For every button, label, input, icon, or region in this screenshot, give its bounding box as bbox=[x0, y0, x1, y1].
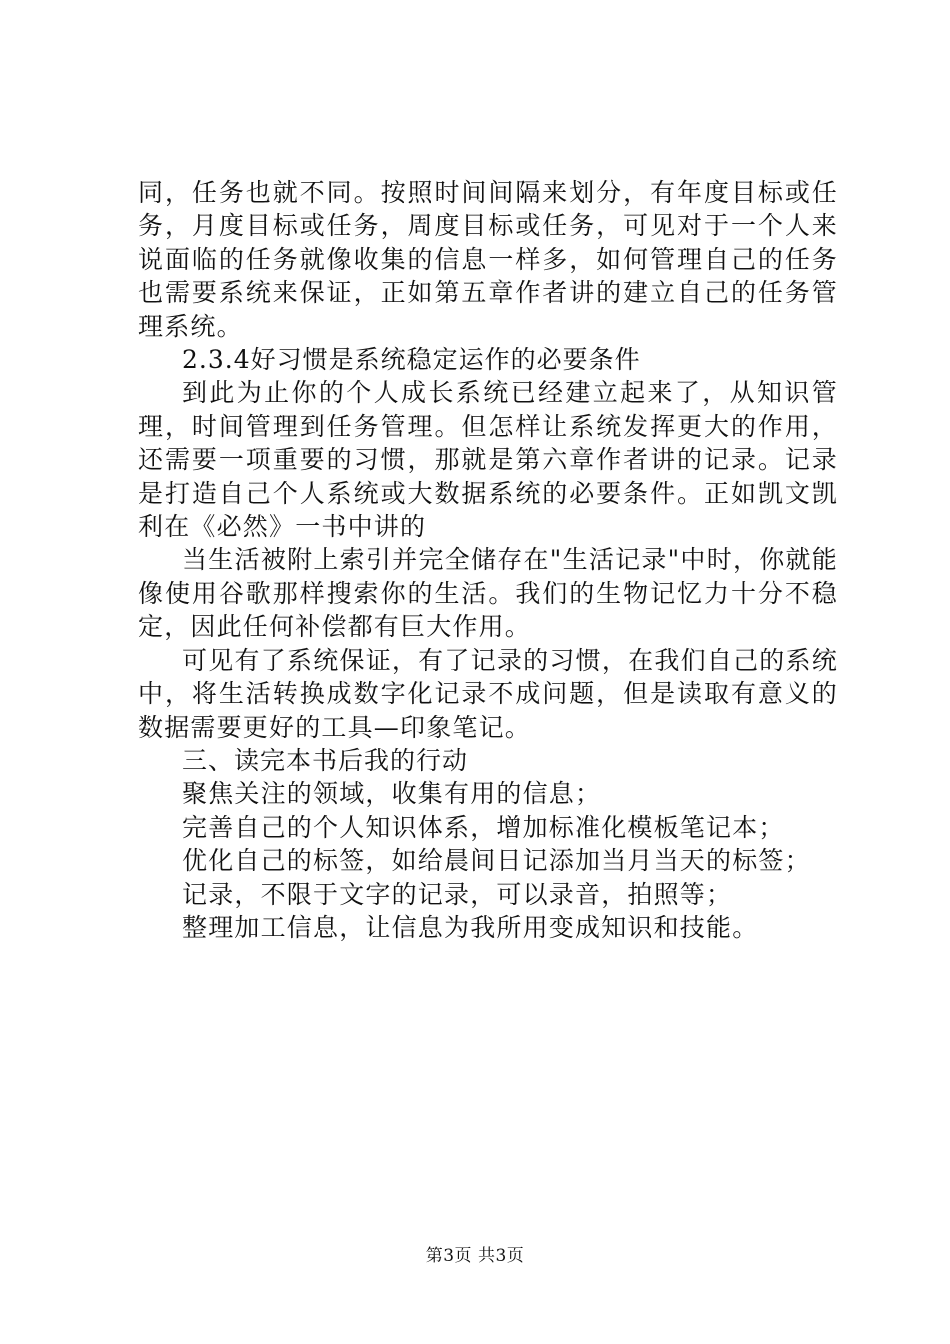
paragraph-recording-habit: 到此为止你的个人成长系统已经建立起来了，从知识管理，时间管理到任务管理。但怎样让系统发挥更大的作用，还需要一项重要的习惯，那就是第六章作者讲的记录。记录是打造自己个人系统或大数据系统的必要条件。正如凯文凯利在《必然》一书中讲的 bbox=[138, 378, 838, 542]
document-body bbox=[138, 176, 838, 944]
paragraph-quote-life-record: 当生活被附上索引并完全储存在"生活记录"中时，你就能像使用谷歌那样搜索你的生活。我们的生物记忆力十分不稳定，因此任何补偿都有巨大作用。 bbox=[138, 545, 838, 642]
action-item-record: 记录，不限于文字的记录，可以录音，拍照等； bbox=[182, 879, 733, 909]
action-item-tags: 优化自己的标签，如给晨间日记添加当月当天的标签； bbox=[182, 846, 811, 876]
action-item-focus: 聚焦关注的领域，收集有用的信息； bbox=[182, 779, 602, 809]
action-item-knowledge-system: 完善自己的个人知识体系，增加标准化模板笔记本； bbox=[182, 812, 785, 842]
action-item-process-info: 整理加工信息，让信息为我所用变成知识和技能。 bbox=[182, 912, 759, 942]
page-number-footer: 第3页 共3页 bbox=[425, 1246, 525, 1266]
paragraph-evernote-tool: 可见有了系统保证，有了记录的习惯，在我们自己的系统中，将生活转换成数字化记录不成问题，但是读取有意义的数据需要更好的工具—印象笔记。 bbox=[138, 645, 838, 742]
section-heading-good-habits: 2.3.4好习惯是系统稳定运作的必要条件 bbox=[182, 345, 641, 375]
section-heading-my-actions: 三、读完本书后我的行动 bbox=[182, 745, 469, 775]
paragraph-task-management: 同，任务也就不同。按照时间间隔来划分，有年度目标或任务，月度目标或任务，周度目标或任务，可见对于一个人来说面临的任务就像收集的信息一样多，如何管理自己的任务也需要系统来保证，正如第五章作者讲的建立自己的任务管理系统。 bbox=[138, 178, 838, 341]
